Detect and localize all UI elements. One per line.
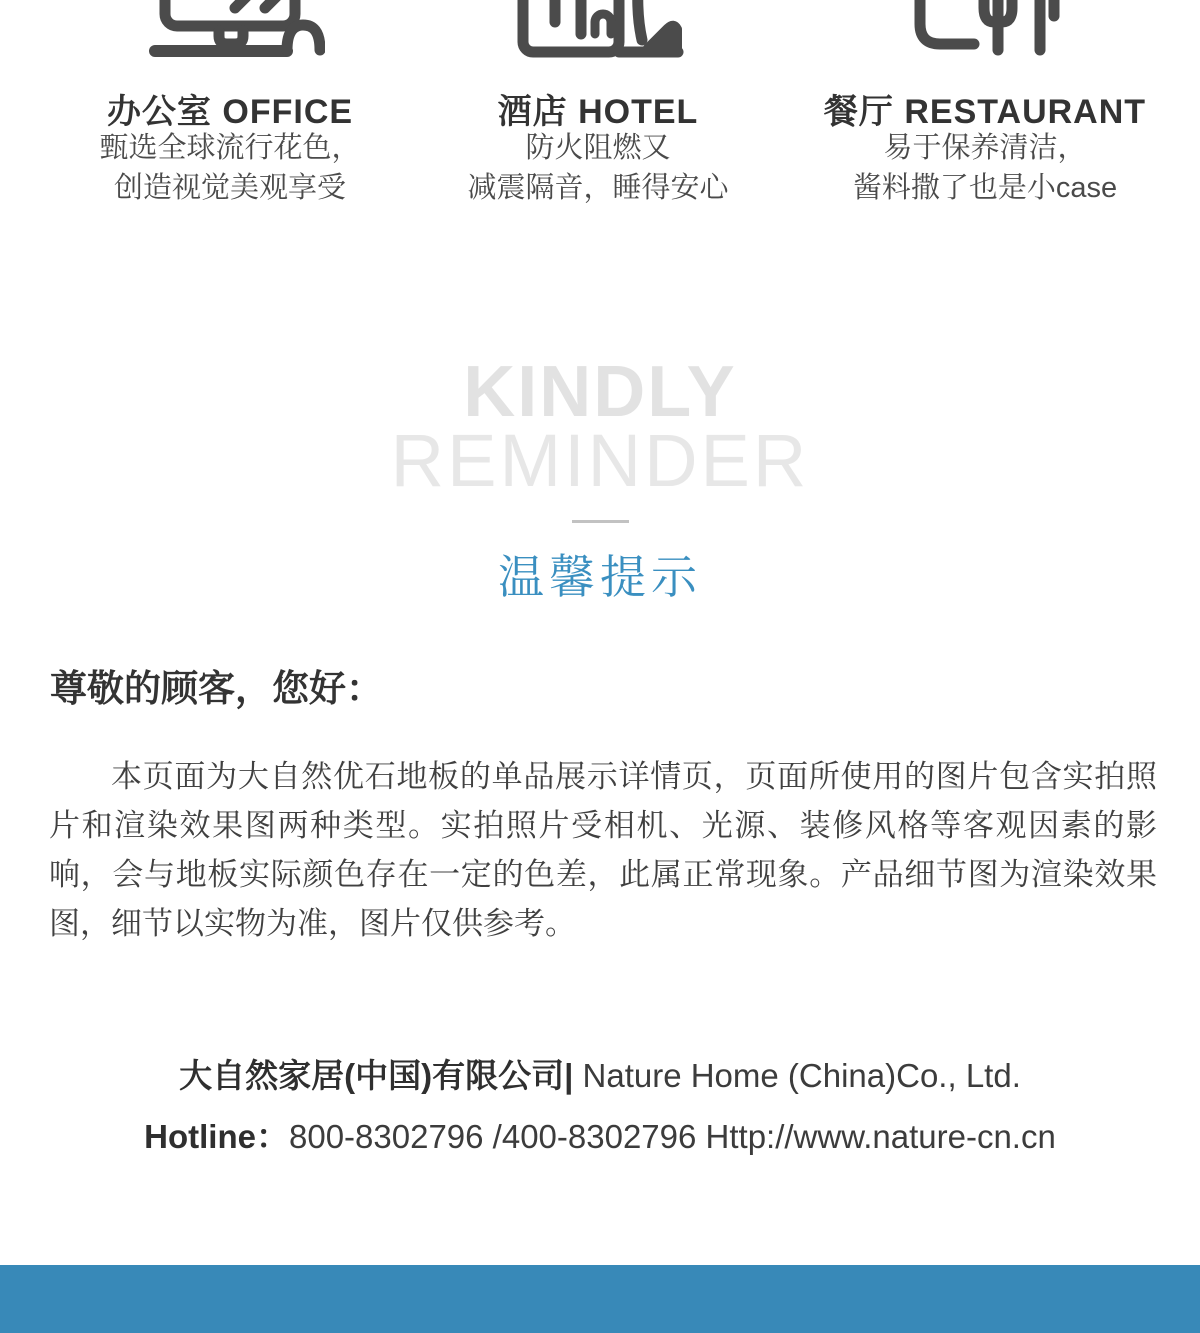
office-desk-icon	[135, 0, 325, 58]
reminder-divider	[572, 520, 629, 523]
feature-restaurant-desc-line1: 易于保养清洁，	[883, 132, 1087, 164]
reminder-watermark-text: REMINDER	[390, 419, 810, 502]
hotel-building-icon	[511, 0, 686, 58]
company-info	[0, 1050, 1200, 1158]
customer-greeting: 尊敬的顾客，您好：	[50, 668, 383, 709]
notice-paragraph: 本页面为大自然优石地板的单品展示详情页，页面所使用的图片包含实拍照片和渲染效果图两种类型。实拍照片受相机、光源、装修风格等客观因素的影响，会与地板实际颜色存在一定的色差，此属正常现象。产品细节图为渲染效果图，细节以实物为准，图片仅供参考。	[49, 759, 1157, 941]
company-name-cn: 大自然家居(中国)有限公司|	[179, 1057, 574, 1094]
reminder-subtitle: 温馨提示	[498, 551, 702, 603]
restaurant-cutlery-icon	[900, 0, 1070, 58]
hotline-label: Hotline：	[144, 1118, 289, 1155]
feature-restaurant-desc-line2: 酱料撒了也是小case	[852, 172, 1118, 204]
company-name-en: Nature Home (China)Co., Ltd.	[573, 1057, 1021, 1094]
hotline-line	[0, 1111, 1200, 1158]
footer-blue-bar	[0, 1265, 1200, 1333]
feature-hotel-title: 酒店 HOTEL	[497, 93, 699, 131]
hotel-icon-wrap	[398, 0, 798, 58]
feature-office-desc-line1: 甄选全球流行花色，	[99, 132, 361, 164]
feature-restaurant	[785, 0, 1185, 204]
restaurant-icon-wrap	[785, 0, 1185, 58]
feature-office-title: 办公室 OFFICE	[106, 93, 354, 131]
company-name-line	[0, 1050, 1200, 1097]
kindly-watermark-text: KINDLY	[463, 352, 737, 432]
feature-hotel	[398, 0, 798, 204]
feature-office	[30, 0, 430, 204]
feature-restaurant-title: 餐厅 RESTAURANT	[823, 93, 1147, 131]
feature-hotel-desc-line1: 防火阻燃又	[525, 132, 671, 164]
feature-hotel-desc-line2: 减震隔音，睡得安心	[467, 172, 729, 204]
kindly-reminder-block	[0, 352, 1200, 607]
feature-office-desc-line2: 创造视觉美观享受	[113, 172, 346, 204]
hotline-numbers-and-website: 800-8302796 /400-8302796 Http://www.nature-cn.cn	[288, 1118, 1056, 1155]
office-icon-wrap	[30, 0, 430, 58]
feature-restaurant-desc	[745, 128, 1200, 208]
